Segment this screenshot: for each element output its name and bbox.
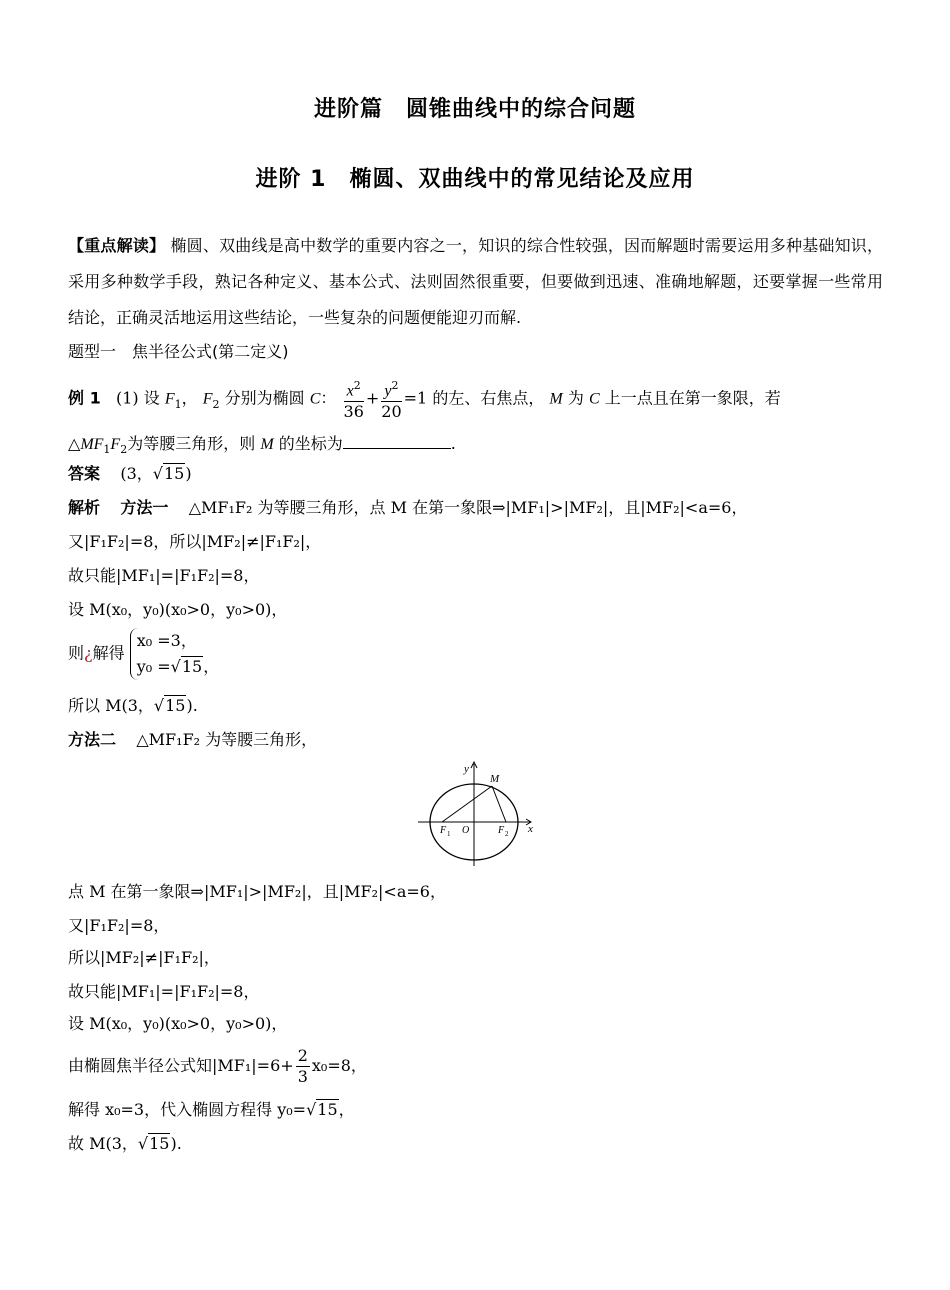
sqrt-15: √15	[153, 696, 186, 715]
solution-line-1	[68, 498, 747, 518]
text-fragment: 解得 x₀=3，代入椭圆方程得 y₀=	[68, 1100, 307, 1119]
radicand: 15	[165, 696, 186, 715]
text-fragment: 的坐标为	[278, 434, 343, 453]
text-fragment: ，	[181, 388, 198, 408]
method-2-line-6: 设 M(x₀，y₀)(x₀>0，y₀>0)，	[68, 1014, 288, 1033]
denominator: 20	[381, 402, 402, 422]
solution-line-2: 又|F₁F₂|=8，所以|MF₂|≠|F₁F₂|，	[68, 532, 322, 551]
chapter-title: 进阶篇 圆锥曲线中的综合问题	[313, 97, 636, 122]
text-fragment: (3，	[120, 464, 153, 483]
method-2-line-9	[68, 1134, 182, 1154]
answer-label: 答案	[68, 464, 101, 483]
intro-paragraph	[68, 228, 883, 336]
method-2-line-3: 又|F₁F₂|=8，	[68, 916, 170, 935]
var-M: M	[549, 390, 563, 408]
intro-tag: 【重点解读】	[68, 236, 166, 255]
text-fragment: x₀=8，	[311, 1056, 367, 1075]
ellipse-figure	[412, 758, 538, 870]
sup: 2	[353, 379, 361, 392]
point-M-label: M	[490, 773, 500, 785]
method-2-line-8	[68, 1100, 355, 1120]
answer-line	[68, 464, 192, 484]
solution-line-6	[68, 696, 198, 716]
radicand: 15	[181, 657, 203, 676]
var-M: M	[260, 436, 274, 453]
text-fragment: ).	[186, 696, 198, 715]
text-fragment: .	[450, 434, 456, 453]
sup: 2	[391, 379, 399, 392]
sqrt-15: √15	[152, 464, 185, 483]
method-2-line-2: 点 M 在第一象限⇒|MF₁|>|MF₂|，且|MF₂|<a=6，	[68, 882, 446, 901]
system-eq-2	[137, 654, 220, 680]
text-fragment: 故 M(3，	[68, 1134, 138, 1153]
plus-sign: +	[365, 388, 380, 408]
var-M: M	[80, 436, 94, 453]
x-label: x	[528, 823, 533, 835]
point-F2-label: F	[498, 825, 505, 836]
var-x: x	[346, 382, 354, 400]
example-line-1	[68, 376, 781, 422]
var-F2: F	[202, 390, 213, 408]
text-fragment: ，	[338, 1100, 355, 1119]
text-fragment: △MF₁F₂ 为等腰三角形，	[136, 730, 318, 749]
fraction-2-3	[296, 1046, 310, 1087]
text-fragment: 为等腰三角形，则	[127, 434, 256, 453]
solution-line-4: 设 M(x₀，y₀)(x₀>0，y₀>0)，	[68, 600, 288, 619]
text-fragment: 解得	[92, 643, 125, 663]
method-2-label: 方法二	[68, 730, 117, 749]
text-fragment: 分别为椭圆	[224, 388, 305, 408]
text-fragment: 由椭圆焦半径公式知|MF₁|=6+	[68, 1056, 294, 1075]
denominator: 36	[343, 402, 364, 422]
radicand: 15	[164, 464, 185, 483]
sqrt-15: √15	[137, 1134, 170, 1153]
text-fragment: 为	[567, 388, 584, 408]
method-2-line-4: 所以|MF₂|≠|F₁F₂|，	[68, 948, 220, 967]
radicand: 15	[317, 1100, 338, 1119]
denominator: 3	[297, 1067, 308, 1086]
fraction-y2-20	[381, 376, 401, 422]
solution-line-system	[68, 628, 219, 680]
var-F: F	[93, 436, 104, 453]
stray-mark: ¿	[84, 643, 93, 663]
topic-heading: 题型一 焦半径公式(第二定义)	[68, 342, 289, 361]
sqrt-15: √15	[306, 1100, 338, 1119]
system-eq-1: x₀ =3，	[136, 631, 197, 650]
sqrt-15: √15	[170, 657, 203, 676]
method-2-line-1	[68, 730, 317, 750]
var-y: y	[384, 382, 392, 400]
text-fragment: ：	[320, 388, 337, 408]
origin-label: O	[462, 825, 470, 836]
example-part: (1)	[115, 388, 139, 408]
answer-blank	[343, 432, 451, 449]
method-2-line-7	[68, 1046, 367, 1087]
text-fragment: =1 的左、右焦点，	[403, 388, 545, 408]
equation-system	[130, 628, 220, 680]
sub: 1	[103, 443, 111, 457]
sub: 2	[120, 443, 128, 457]
point-F1-sub: 1	[447, 830, 451, 838]
intro-text: 椭圆、双曲线是高中数学的重要内容之一，知识的综合性较强，因而解题时需要运用多种基础知识，采用多种数学手段，熟记各种定义、基本公式、法则固然很重要，但要做到迅速、准确地解题，还要掌握一些常用结论，正确灵活地运用这些结论，一些复杂的问题便能迎刃而解.	[68, 236, 883, 327]
point-F2-sub: 2	[505, 830, 509, 838]
text-fragment: )	[185, 464, 192, 483]
y-label: y	[464, 763, 469, 775]
var-F1: F	[164, 390, 175, 408]
method-1-label: 方法一	[120, 498, 169, 517]
fraction-x2-36	[344, 376, 364, 422]
sub: 2	[212, 397, 220, 411]
text-fragment: △MF₁F₂ 为等腰三角形，点 M 在第一象限⇒|MF₁|>|MF₂|，且|MF₂|<a=6，	[188, 498, 748, 517]
var-F: F	[110, 436, 121, 453]
solution-line-3: 故只能|MF₁|=|F₁F₂|=8，	[68, 566, 260, 585]
section-title: 进阶 1 椭圆、双曲线中的常见结论及应用	[255, 167, 695, 192]
solution-label: 解析	[68, 498, 101, 517]
example-label: 例 1	[68, 388, 101, 408]
text-fragment: 所以 M(3，	[68, 696, 154, 715]
radicand: 15	[149, 1134, 170, 1153]
segment-F1M	[442, 786, 492, 822]
text-fragment: ).	[170, 1134, 182, 1153]
var-C: C	[309, 390, 321, 408]
text-fragment: y₀ =	[136, 657, 171, 676]
text-fragment: 则	[68, 643, 85, 663]
sub: 1	[174, 397, 182, 411]
method-2-line-5: 故只能|MF₁|=|F₁F₂|=8，	[68, 982, 260, 1001]
text-fragment: 上一点且在第一象限，若	[604, 388, 781, 408]
text-fragment: ，	[203, 657, 220, 676]
var-C: C	[588, 390, 600, 408]
text-fragment: 设	[143, 388, 160, 408]
example-line-2	[68, 432, 456, 460]
numerator: 2	[297, 1046, 308, 1065]
triangle-symbol: △	[68, 434, 81, 453]
point-F1-label: F	[440, 825, 447, 836]
